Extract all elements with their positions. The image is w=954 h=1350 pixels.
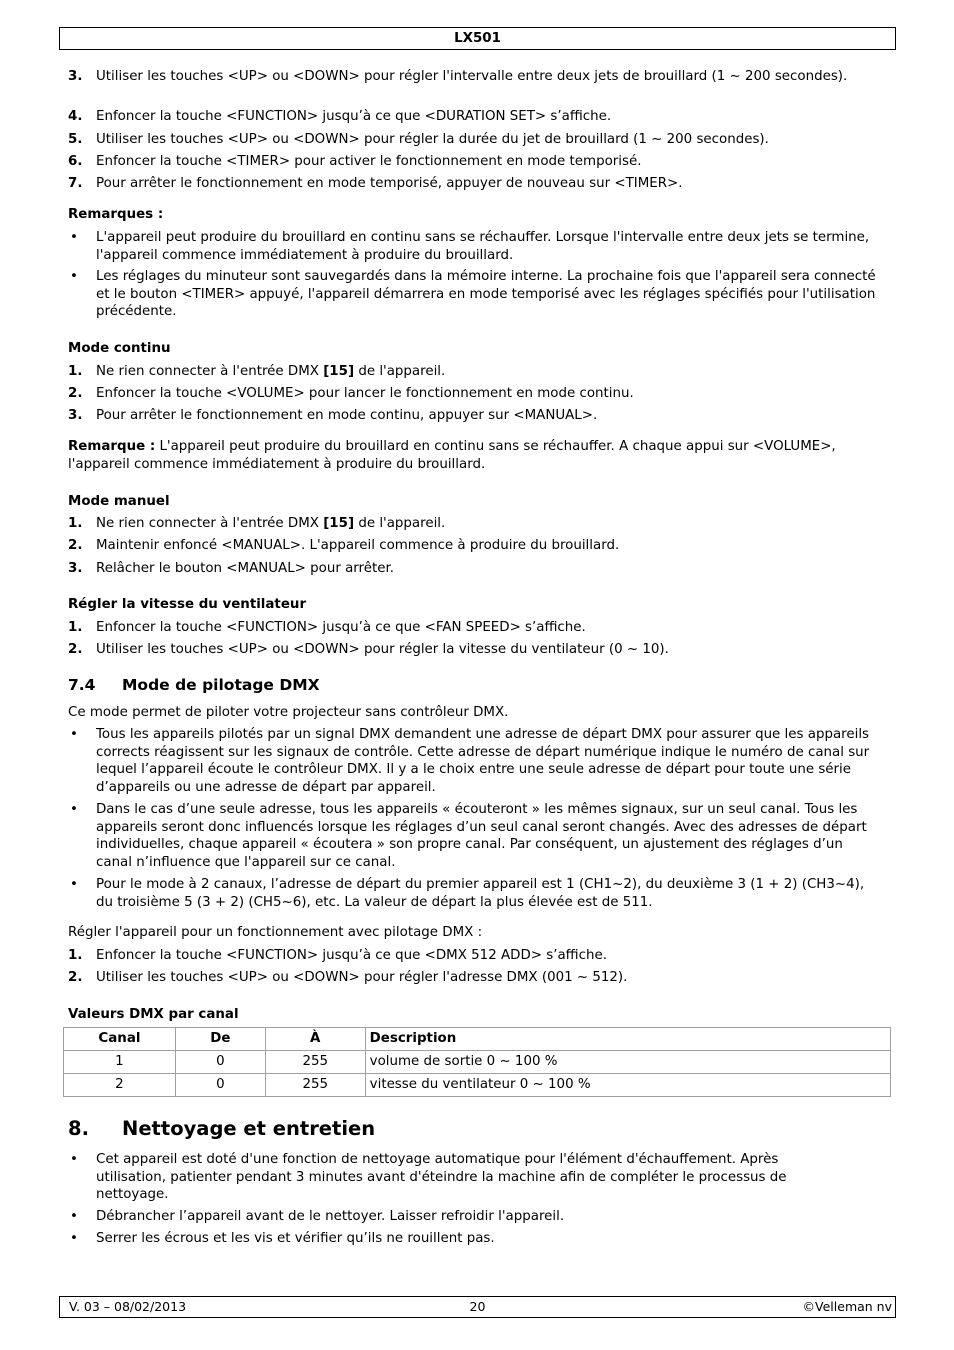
document-title: LX501 (454, 31, 501, 46)
step-text: Enfoncer la touche <VOLUME> pour lancer le fonctionnement en mode continu. (96, 386, 634, 401)
bullet-text: Débrancher l’appareil avant de le nettoyer. Laisser refroidir l'appareil. (96, 1209, 565, 1224)
table-row (64, 1074, 891, 1097)
step-text: Pour arrêter le fonctionnement en mode temporisé, appuyer de nouveau sur <TIMER>. (96, 176, 683, 191)
table-cell: 0 (175, 1051, 265, 1074)
dmx-values-table (63, 1027, 891, 1097)
step-text: Enfoncer la touche <FUNCTION> jusqu’à ce que <DURATION SET> s’affiche. (96, 109, 612, 124)
table-cell: 255 (265, 1074, 365, 1097)
column-header: Description (365, 1028, 890, 1051)
step-number: 4. (68, 109, 83, 124)
intro-paragraph: Ce mode permet de piloter votre projecteur sans contrôleur DMX. (68, 705, 509, 720)
table-cell: 255 (265, 1051, 365, 1074)
step-number: 2. (68, 538, 83, 553)
step-number: 1. (68, 516, 83, 531)
step-number: 5. (68, 132, 83, 147)
bullet-text: Tous les appareils pilotés par un signal DMX demandent une adresse de départ DMX pour assurer que les appareils corrects réagissent sur les signaux de contrôle. Cette adresse de départ numérique indique le numéro de canal sur lequel l’appareil écoute le contrôleur DMX. Il y a le choix entre une seule adresse de départ pour toute une série d’appareils ou une adresse de départ par appareil. (96, 727, 870, 795)
step-text: Enfoncer la touche <FUNCTION> jusqu’à ce que <DMX 512 ADD> s’affiche. (96, 948, 607, 963)
note-paragraph: Remarque : L'appareil peut produire du brouillard en continu sans se réchauffer. A chaque appui sur <VOLUME>, l'appareil commence immédiatement à produire du brouillard. (68, 439, 836, 472)
bullet-text: L'appareil peut produire du brouillard en continu sans se réchauffer. Lorsque l'intervalle entre deux jets se termine, l'appareil commence immédiatement à produire du brouillard. (96, 230, 870, 263)
step-text: Enfoncer la touche <TIMER> pour activer le fonctionnement en mode temporisé. (96, 154, 642, 169)
table-cell: vitesse du ventilateur 0 ~ 100 % (365, 1074, 890, 1097)
step-text: Ne rien connecter à l'entrée DMX [15] de l'appareil. (96, 516, 446, 531)
setup-intro: Régler l'appareil pour un fonctionnement avec pilotage DMX : (68, 925, 483, 940)
bullet-icon: • (70, 802, 78, 817)
bullet-icon: • (70, 230, 78, 245)
step-text: Utiliser les touches <UP> ou <DOWN> pour régler l'adresse DMX (001 ~ 512). (96, 970, 628, 985)
section-heading: Régler la vitesse du ventilateur (68, 597, 307, 612)
page-footer (59, 1296, 896, 1318)
column-header: À (265, 1028, 365, 1051)
step-number: 2. (68, 386, 83, 401)
copyright-label: ©Velleman nv (802, 1299, 892, 1314)
column-header: De (175, 1028, 265, 1051)
step-number: 2. (68, 642, 83, 657)
step-text: Utiliser les touches <UP> ou <DOWN> pour régler la durée du jet de brouillard (1 ~ 200 secondes). (96, 132, 769, 147)
bullet-icon: • (70, 727, 78, 742)
bullet-icon: • (70, 269, 78, 284)
table-cell: 0 (175, 1074, 265, 1097)
bullet-icon: • (70, 877, 78, 892)
step-number: 1. (68, 364, 83, 379)
table-heading: Valeurs DMX par canal (68, 1007, 239, 1022)
table-cell: 2 (64, 1074, 176, 1097)
page-header (59, 27, 896, 50)
step-text: Utiliser les touches <UP> ou <DOWN> pour régler la vitesse du ventilateur (0 ~ 10). (96, 642, 669, 657)
section-heading: Mode manuel (68, 494, 170, 509)
column-header: Canal (64, 1028, 176, 1051)
step-number: 3. (68, 561, 83, 576)
step-number: 3. (68, 69, 83, 84)
table-cell: volume de sortie 0 ~ 100 % (365, 1051, 890, 1074)
step-text: Utiliser les touches <UP> ou <DOWN> pour régler l'intervalle entre deux jets de brouillard (1 ~ 200 secondes). (96, 69, 848, 84)
bullet-icon: • (70, 1231, 78, 1246)
table-cell: 1 (64, 1051, 176, 1074)
bullet-text: Les réglages du minuteur sont sauvegardés dans la mémoire interne. La prochaine fois que l'appareil sera connecté et le bouton <TIMER> appuyé, l'appareil démarrera en mode temporisé avec les réglages spécifiés pour l'utilisation précédente. (96, 269, 876, 319)
step-text: Enfoncer la touche <FUNCTION> jusqu’à ce que <FAN SPEED> s’affiche. (96, 620, 586, 635)
step-number: 6. (68, 154, 83, 169)
page-number: 20 (469, 1299, 486, 1314)
table-header-row (64, 1028, 891, 1051)
remarks-heading: Remarques : (68, 207, 164, 222)
step-text: Ne rien connecter à l'entrée DMX [15] de l'appareil. (96, 364, 446, 379)
step-text: Pour arrêter le fonctionnement en mode continu, appuyer sur <MANUAL>. (96, 408, 598, 423)
step-number: 3. (68, 408, 83, 423)
bullet-text: Pour le mode à 2 canaux, l’adresse de départ du premier appareil est 1 (CH1~2), du deuxième 3 (1 + 2) (CH3~4), du troisième 5 (3 + 2) (CH5~6), etc. La valeur de départ la plus élevée est de 511. (96, 877, 865, 910)
version-label: V. 03 – 08/02/2013 (69, 1299, 187, 1314)
step-number: 2. (68, 970, 83, 985)
bullet-text: Serrer les écrous et les vis et vérifier qu’ils ne rouillent pas. (96, 1231, 495, 1246)
bullet-text: Dans le cas d’une seule adresse, tous les appareils « écouteront » les mêmes signaux, sur un seul canal. Tous les appareils seront donc influencés lorsque les réglages d’un seul canal seront changés. Avec des adresses de départ individuelles, chaque appareil « écoutera » son propre canal. Par conséquent, un ajustement des réglages d’un canal n’influence que l'appareil sur ce canal. (96, 802, 867, 870)
section-heading: Mode continu (68, 341, 171, 356)
bullet-text: Cet appareil est doté d'une fonction de nettoyage automatique pour l'élément d'échauffement. Après utilisation, patienter pendant 3 minutes avant d'éteindre la machine afin de compléter le processus de nettoyage. (96, 1152, 787, 1202)
bullet-icon: • (70, 1209, 78, 1224)
step-number: 1. (68, 620, 83, 635)
step-number: 1. (68, 948, 83, 963)
step-text: Relâcher le bouton <MANUAL> pour arrêter. (96, 561, 395, 576)
table-row (64, 1051, 891, 1074)
bullet-icon: • (70, 1152, 78, 1167)
step-text: Maintenir enfoncé <MANUAL>. L'appareil commence à produire du brouillard. (96, 538, 620, 553)
step-number: 7. (68, 176, 83, 191)
